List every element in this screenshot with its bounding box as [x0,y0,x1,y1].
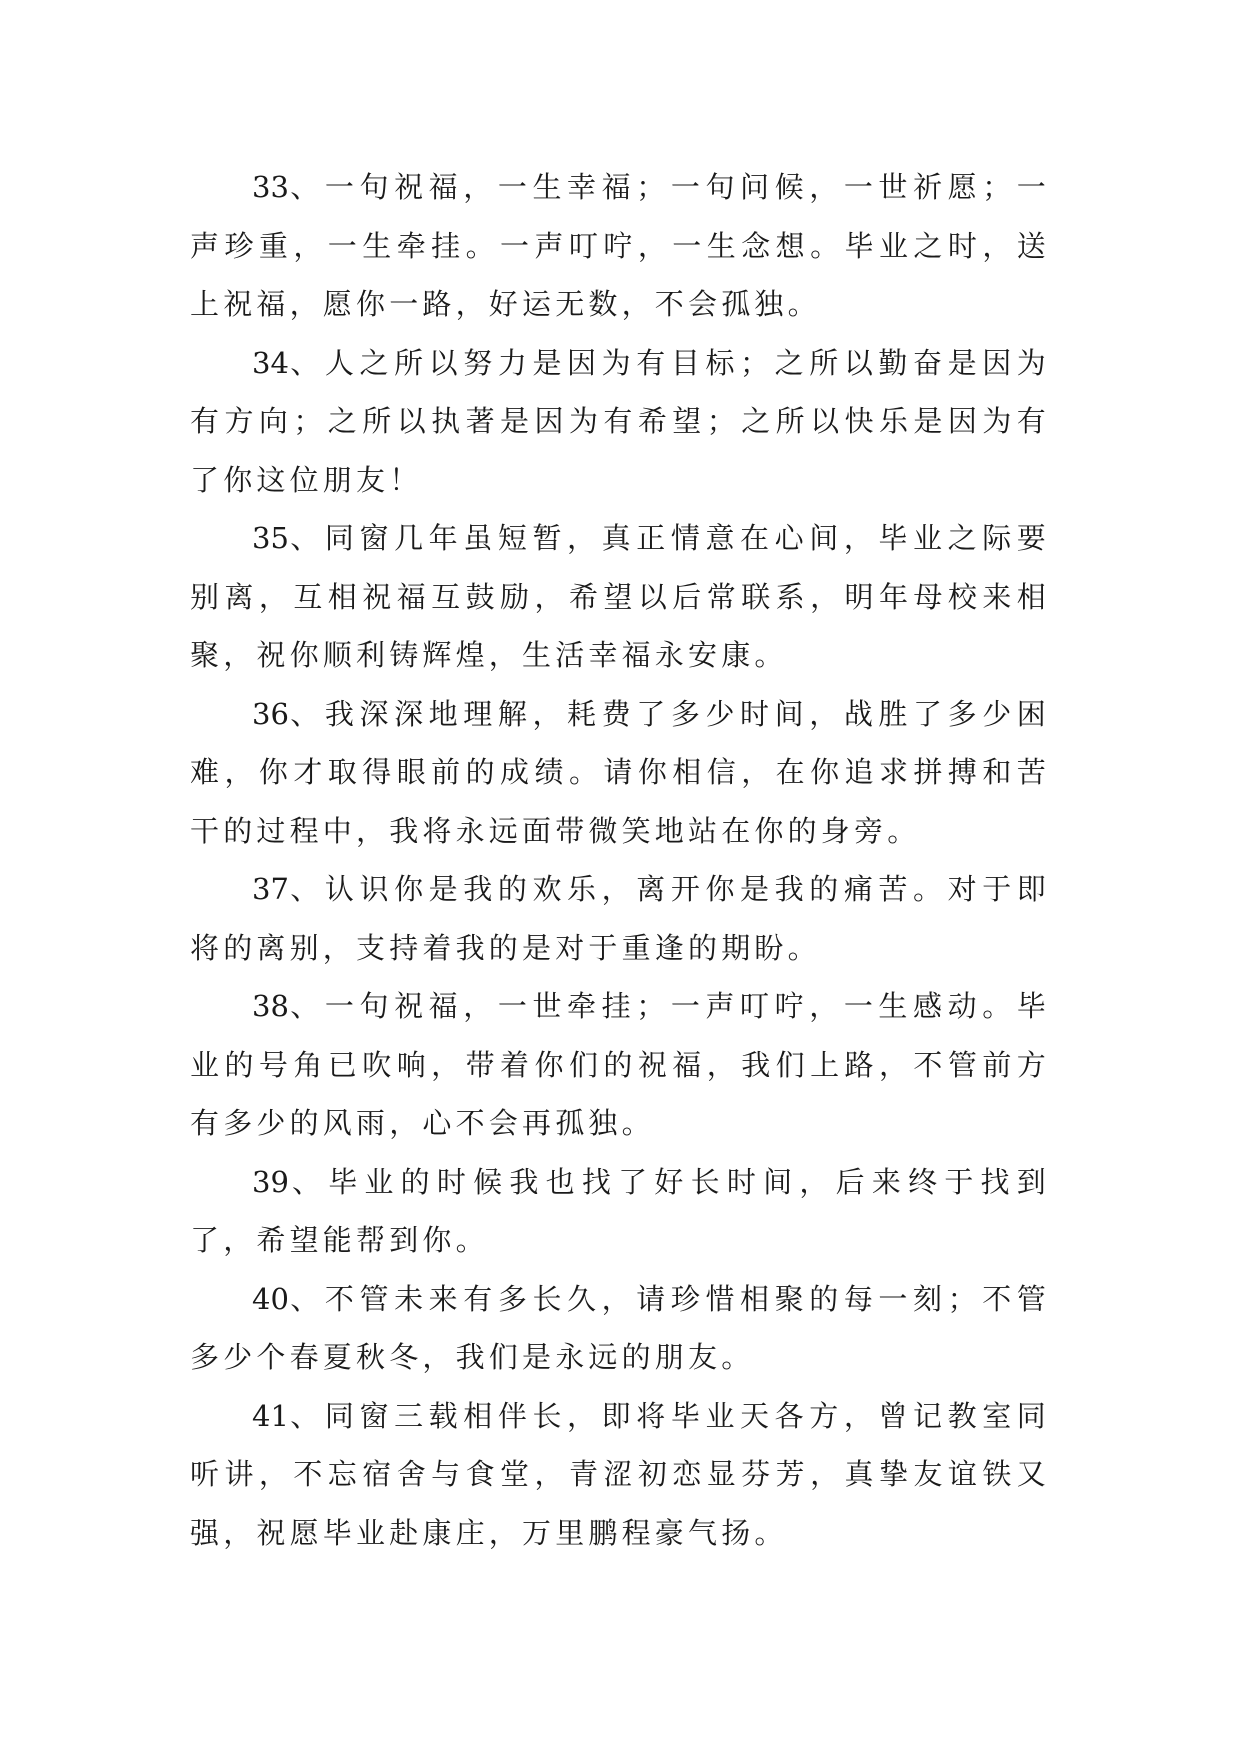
item-number: 35 [252,521,289,555]
paragraph-35 [190,509,1050,685]
paragraph-41 [190,1387,1050,1563]
item-number: 36 [252,696,289,731]
paragraph-text: 、人之所以努力是因为有目标；之所以勤奋是因为有方向；之所以执著是因为有希望；之所以快乐是因为有了你这位朋友！ [190,345,1050,497]
item-number: 37 [252,872,289,906]
item-number: 39 [252,1164,289,1199]
paragraph-39 [190,1153,1050,1270]
item-number: 40 [252,1281,289,1316]
item-number: 34 [252,345,289,380]
paragraph-40 [190,1270,1050,1387]
paragraph-text: 、毕业的时候我也找了好长时间，后来终于找到了，希望能帮到你。 [190,1164,1050,1257]
paragraph-text: 、一句祝福，一生幸福；一句问候，一世祈愿；一声珍重，一生牵挂。一声叮咛，一生念想。毕业之时，送上祝福，愿你一路，好运无数，不会孤独。 [190,170,1050,321]
paragraph-36 [190,685,1050,861]
paragraph-34 [190,334,1050,510]
paragraph-text: 、一句祝福，一世牵挂；一声叮咛，一生感动。毕业的号角已吹响，带着你们的祝福，我们上路，不管前方有多少的风雨，心不会再孤独。 [190,989,1050,1140]
paragraph-text: 、同窗几年虽短暂，真正情意在心间，毕业之际要别离，互相祝福互鼓励，希望以后常联系，明年母校来相聚，祝你顺利铸辉煌，生活幸福永安康。 [190,521,1050,672]
paragraph-text: 、我深深地理解，耗费了多少时间，战胜了多少困难，你才取得眼前的成绩。请你相信，在你追求拼搏和苦干的过程中，我将永远面带微笑地站在你的身旁。 [190,696,1050,848]
paragraph-33 [190,158,1050,334]
item-number: 41 [252,1398,289,1433]
paragraph-37 [190,860,1050,977]
document-body [190,158,1050,1562]
paragraph-38 [190,977,1050,1153]
paragraph-text: 、同窗三载相伴长，即将毕业天各方，曾记教室同听讲，不忘宿舍与食堂，青涩初恋显芬芳，真挚友谊铁又强，祝愿毕业赴康庄，万里鹏程豪气扬。 [190,1398,1050,1550]
paragraph-text: 、认识你是我的欢乐，离开你是我的痛苦。对于即将的离别，支持着我的是对于重逢的期盼。 [190,872,1050,965]
paragraph-text: 、不管未来有多长久，请珍惜相聚的每一刻；不管多少个春夏秋冬，我们是永远的朋友。 [190,1281,1050,1374]
item-number: 33 [252,170,289,204]
item-number: 38 [252,989,289,1023]
